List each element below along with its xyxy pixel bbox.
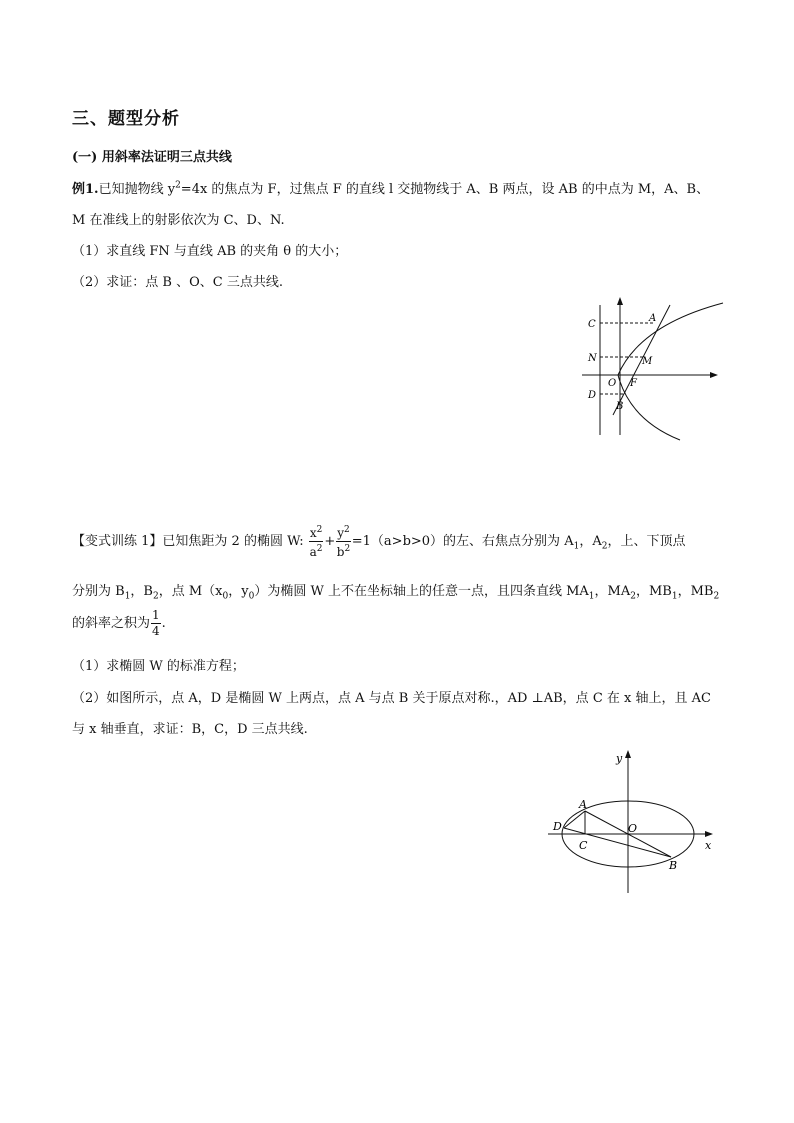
label-c: C xyxy=(588,319,596,330)
section-title: 三、题型分析 xyxy=(72,109,180,129)
label-c: C xyxy=(579,839,588,852)
training1-line1: 【变式训练 1】已知焦距为 2 的椭圆 W: $\frac{x^2}{a^2}$ + $\frac{y^2}{b^2}$ =1（a>b>0）的左、右焦点分别为 $A_1$，$A_2$，上、下顶点 xyxy=(72,525,686,559)
fraction-one-quarter: $\frac{1}{4}$ xyxy=(152,608,160,638)
label-b: B xyxy=(669,859,678,872)
label-d: D xyxy=(588,390,597,401)
label-y: y xyxy=(616,752,623,765)
training1-question1: （1）求椭圆 W 的标准方程； xyxy=(72,659,245,674)
label-a: A xyxy=(579,798,587,811)
label-m: M xyxy=(642,356,653,367)
ellipse-figure xyxy=(540,748,720,898)
training1-line3: 的斜率之积为 $\frac{1}{4}$ . xyxy=(72,608,166,638)
y-axis-arrow xyxy=(625,750,631,758)
label-o: O xyxy=(628,822,638,835)
training1-question2-line2: 与 x 轴垂直，求证：B，C，D 三点共线. xyxy=(72,722,308,737)
y-axis-arrow xyxy=(617,297,623,305)
line-ad xyxy=(564,811,585,828)
label-o: O xyxy=(608,378,617,389)
parabola-curve xyxy=(618,303,723,440)
label-d: D xyxy=(553,820,562,833)
example1-label: 例1. xyxy=(72,182,99,197)
subsection-title: (一) 用斜率法证明三点共线 xyxy=(72,150,232,165)
label-f: F xyxy=(630,378,637,389)
example1-line2: M 在准线上的射影依次为 C、D、N. xyxy=(72,213,285,228)
fraction-y2-b2: $\frac{y^2}{b^2}$ xyxy=(336,525,351,559)
example1-question2: （2）求证：点 B 、O、C 三点共线. xyxy=(72,275,283,290)
training1-question2-line1: （2）如图所示，点 A，D 是椭圆 W 上两点，点 A 与点 B 关于原点对称.，AD ⊥AB，点 C 在 x 轴上，且 AC xyxy=(72,691,711,706)
x-axis-arrow xyxy=(705,831,713,837)
label-n: N xyxy=(588,353,597,364)
label-b: B xyxy=(616,401,624,412)
training1-line2: 分别为 $B_1$，$B_2$，点 $M(x_0$，$y_0$）为椭圆 W 上不在坐标轴上的任意一点，且四条直线 $MA_1$，$MA_2$，$MB_1$，$MB_2$ xyxy=(72,584,720,602)
label-a: A xyxy=(649,313,657,324)
example1-line1: 例1.已知抛物线 $y^2=4x$ 的焦点为 F，过焦点 F 的直线 l 交抛物线于 A、B 两点，设 AB 的中点为 M，A、B、 xyxy=(72,180,710,197)
x-axis-arrow xyxy=(710,372,718,378)
parabola-figure xyxy=(580,295,730,445)
label-x: x xyxy=(705,839,712,852)
example1-question1: （1）求直线 FN 与直线 AB 的夹角 θ 的大小； xyxy=(72,244,348,259)
fraction-x2-a2: $\frac{x^2}{a^2}$ xyxy=(309,525,323,559)
